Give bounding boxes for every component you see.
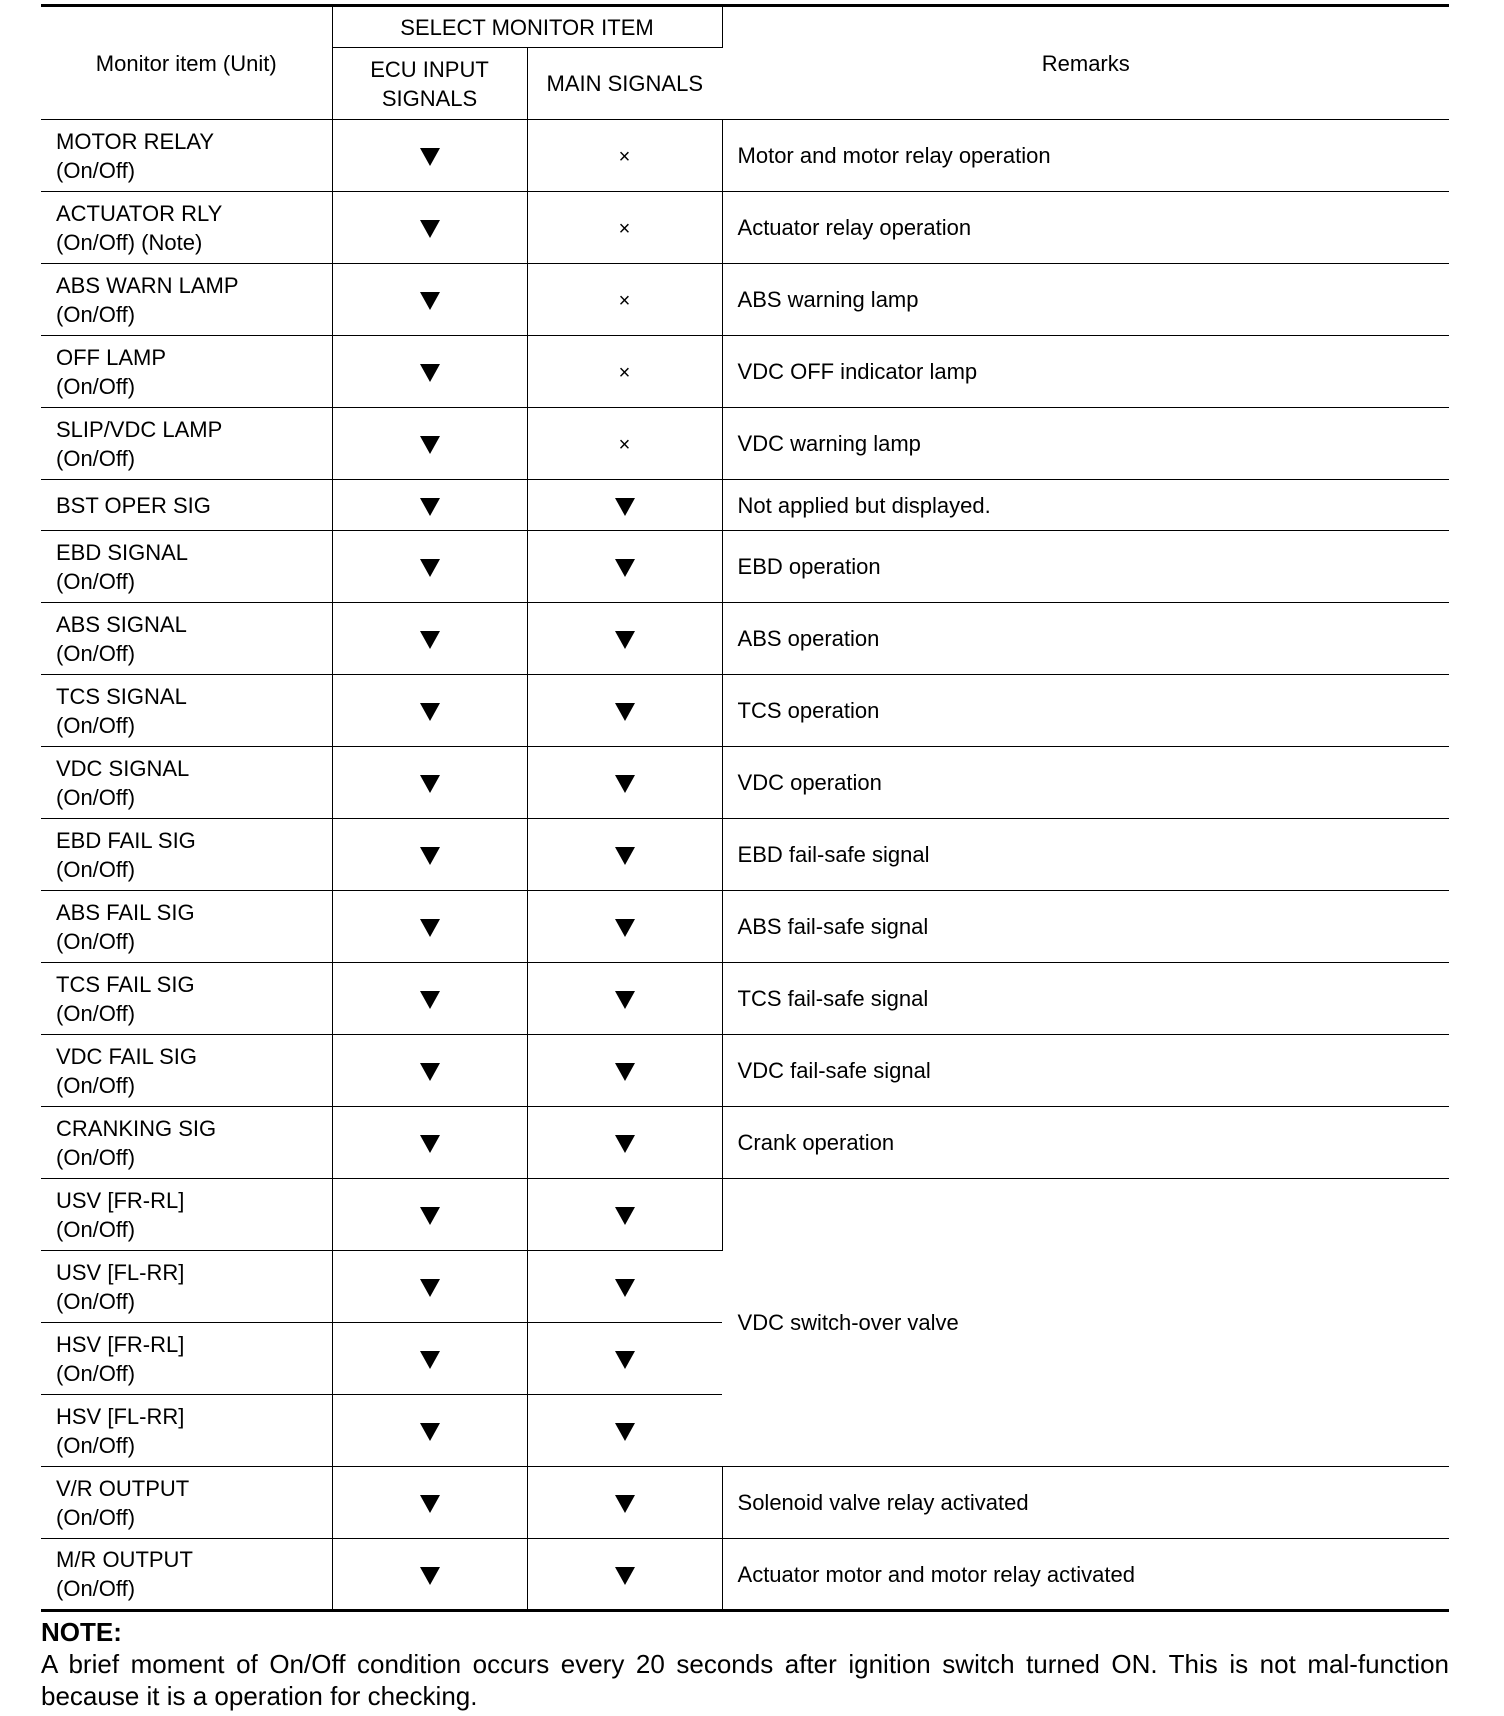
table-row [41, 963, 1449, 1035]
remarks-cell: VDC warning lamp [722, 408, 1449, 480]
monitor-item-unit: (On/Off) [56, 445, 136, 471]
monitor-item-cell [41, 1107, 332, 1179]
ecu-input-signals-cell [332, 1467, 527, 1539]
table-row [41, 891, 1449, 963]
main-signals-cell [527, 336, 722, 408]
down-triangle-icon [420, 631, 440, 649]
remarks-cell: VDC switch-over valve [722, 1179, 1449, 1467]
monitor-item-name: USV [FR-RL] [56, 1187, 185, 1213]
down-triangle-icon [420, 292, 440, 310]
ecu-input-signals-cell [332, 1251, 527, 1323]
monitor-item-unit: (On/Off) [56, 1504, 136, 1530]
monitor-item-cell [41, 747, 332, 819]
down-triangle-icon [420, 991, 440, 1009]
monitor-item-name: USV [FL-RR] [56, 1259, 185, 1285]
main-signals-cell [527, 1323, 722, 1395]
ecu-input-signals-cell [332, 1035, 527, 1107]
main-signals-cell [527, 1107, 722, 1179]
monitor-item-name: M/R OUTPUT [56, 1547, 193, 1572]
remarks-cell: EBD operation [722, 531, 1449, 603]
down-triangle-icon [420, 1351, 440, 1369]
table-row [41, 480, 1449, 531]
document [41, 4, 1449, 1712]
monitor-item-unit: (On/Off) [56, 712, 136, 738]
monitor-item-cell [41, 603, 332, 675]
down-triangle-icon [420, 919, 440, 937]
down-triangle-icon [420, 775, 440, 793]
ecu-input-signals-cell [332, 120, 527, 192]
main-signals-cell [527, 1539, 722, 1611]
down-triangle-icon [615, 1495, 635, 1513]
down-triangle-icon [420, 436, 440, 454]
down-triangle-icon [615, 703, 635, 721]
monitor-item-name: ACTUATOR RLY [56, 200, 223, 226]
monitor-item-cell [41, 336, 332, 408]
down-triangle-icon [420, 498, 440, 516]
down-triangle-icon [615, 498, 635, 516]
down-triangle-icon [615, 631, 635, 649]
monitor-item-name: HSV [FR-RL] [56, 1331, 185, 1357]
monitor-item-cell [41, 480, 332, 531]
table-row [41, 120, 1449, 192]
down-triangle-icon [420, 703, 440, 721]
monitor-item-unit: (On/Off) [56, 157, 136, 183]
table-row [41, 531, 1449, 603]
cross-mark: × [618, 146, 631, 169]
remarks-cell: Solenoid valve relay activated [722, 1467, 1449, 1539]
down-triangle-icon [420, 364, 440, 382]
ecu-input-signals-cell [332, 603, 527, 675]
ecu-input-signals-cell [332, 819, 527, 891]
monitor-item-unit: (On/Off) [56, 1072, 136, 1098]
monitor-item-name: TCS SIGNAL [56, 683, 187, 709]
down-triangle-icon [615, 1423, 635, 1441]
main-signals-cell [527, 1035, 722, 1107]
down-triangle-icon [420, 1207, 440, 1225]
header-ecu-input-line2: SIGNALS [381, 85, 478, 111]
monitor-item-unit: (On/Off) [56, 1144, 136, 1170]
monitor-item-cell [41, 1323, 332, 1395]
remarks-cell: Actuator motor and motor relay activated [722, 1539, 1449, 1611]
monitor-item-name: SLIP/VDC LAMP [56, 416, 223, 442]
remarks-cell: VDC OFF indicator lamp [722, 336, 1449, 408]
ecu-input-signals-cell [332, 1179, 527, 1251]
ecu-input-signals-cell [332, 336, 527, 408]
table-row [41, 1467, 1449, 1539]
table-body [41, 120, 1449, 1611]
monitor-item-unit: (On/Off) [56, 1432, 136, 1458]
remarks-cell: ABS fail-safe signal [722, 891, 1449, 963]
note-section [41, 1616, 1449, 1712]
remarks-cell: Crank operation [722, 1107, 1449, 1179]
table-row [41, 408, 1449, 480]
monitor-item-cell [41, 891, 332, 963]
remarks-cell: VDC fail-safe signal [722, 1035, 1449, 1107]
table-row [41, 819, 1449, 891]
ecu-input-signals-cell [332, 531, 527, 603]
down-triangle-icon [615, 1567, 635, 1585]
cross-mark: × [618, 290, 631, 313]
down-triangle-icon [615, 1063, 635, 1081]
remarks-cell: ABS warning lamp [722, 264, 1449, 336]
ecu-input-signals-cell [332, 1395, 527, 1467]
down-triangle-icon [615, 775, 635, 793]
note-text: A brief moment of On/Off condition occurs every 20 seconds after ignition switch turned ON. This is not mal-function because it is a operation for checking. [41, 1649, 1449, 1711]
main-signals-cell [527, 531, 722, 603]
ecu-input-signals-cell [332, 1539, 527, 1611]
monitor-item-name: MOTOR RELAY [56, 128, 215, 154]
monitor-item-unit: (On/Off) [56, 373, 136, 399]
monitor-item-unit: (On/Off) [56, 1000, 136, 1026]
monitor-item-cell [41, 264, 332, 336]
table-header-row [41, 6, 1449, 48]
ecu-input-signals-cell [332, 408, 527, 480]
down-triangle-icon [420, 559, 440, 577]
monitor-item-table [41, 4, 1449, 1612]
table-row [41, 192, 1449, 264]
down-triangle-icon [615, 991, 635, 1009]
table-row [41, 264, 1449, 336]
down-triangle-icon [615, 919, 635, 937]
table-row [41, 603, 1449, 675]
main-signals-cell [527, 120, 722, 192]
remarks-cell: Actuator relay operation [722, 192, 1449, 264]
main-signals-cell [527, 1179, 722, 1251]
monitor-item-unit: (On/Off) [56, 784, 136, 810]
down-triangle-icon [615, 1135, 635, 1153]
ecu-input-signals-cell [332, 264, 527, 336]
monitor-item-unit: (On/Off) [56, 640, 136, 666]
main-signals-cell [527, 264, 722, 336]
monitor-item-unit: (On/Off) [56, 301, 136, 327]
remarks-cell: EBD fail-safe signal [722, 819, 1449, 891]
monitor-item-name: VDC SIGNAL [56, 755, 190, 781]
monitor-item-unit: (On/Off) [56, 1360, 136, 1386]
down-triangle-icon [615, 1207, 635, 1225]
monitor-item-name: CRANKING SIG [56, 1115, 217, 1141]
monitor-item-cell [41, 531, 332, 603]
monitor-item-name: BST OPER SIG [56, 492, 211, 518]
down-triangle-icon [420, 1135, 440, 1153]
header-main-signals: MAIN SIGNALS [527, 48, 722, 120]
ecu-input-signals-cell [332, 1107, 527, 1179]
ecu-input-signals-cell [332, 963, 527, 1035]
monitor-item-unit: (On/Off) [56, 1288, 136, 1314]
down-triangle-icon [615, 559, 635, 577]
monitor-item-unit: (On/Off) (Note) [56, 229, 203, 255]
table-row [41, 1035, 1449, 1107]
monitor-item-unit: (On/Off) [56, 928, 136, 954]
remarks-cell: Motor and motor relay operation [722, 120, 1449, 192]
cross-mark: × [618, 218, 631, 241]
table-row [41, 1107, 1449, 1179]
monitor-item-cell [41, 1467, 332, 1539]
main-signals-cell [527, 675, 722, 747]
monitor-item-name: EBD SIGNAL [56, 539, 189, 565]
main-signals-cell [527, 891, 722, 963]
ecu-input-signals-cell [332, 480, 527, 531]
ecu-input-signals-cell [332, 192, 527, 264]
monitor-item-unit: (On/Off) [56, 1216, 136, 1242]
remarks-cell: VDC operation [722, 747, 1449, 819]
down-triangle-icon [420, 148, 440, 166]
table-row [41, 1179, 1449, 1251]
cross-mark: × [618, 362, 631, 385]
monitor-item-unit: (On/Off) [56, 568, 136, 594]
remarks-cell: Not applied but displayed. [722, 480, 1449, 531]
main-signals-cell [527, 963, 722, 1035]
main-signals-cell [527, 408, 722, 480]
main-signals-cell [527, 819, 722, 891]
down-triangle-icon [420, 1423, 440, 1441]
monitor-item-cell [41, 120, 332, 192]
monitor-item-name: ABS WARN LAMP [56, 272, 239, 298]
remarks-cell: ABS operation [722, 603, 1449, 675]
down-triangle-icon [420, 1279, 440, 1297]
monitor-item-cell [41, 408, 332, 480]
monitor-item-cell [41, 819, 332, 891]
cross-mark: × [618, 434, 631, 457]
remarks-cell: TCS fail-safe signal [722, 963, 1449, 1035]
remarks-cell: TCS operation [722, 675, 1449, 747]
monitor-item-cell [41, 1251, 332, 1323]
monitor-item-cell [41, 1035, 332, 1107]
monitor-item-cell [41, 1395, 332, 1467]
main-signals-cell [527, 1395, 722, 1467]
monitor-item-name: ABS FAIL SIG [56, 899, 195, 925]
table-row [41, 336, 1449, 408]
monitor-item-name: VDC FAIL SIG [56, 1043, 198, 1069]
main-signals-cell [527, 1467, 722, 1539]
down-triangle-icon [420, 220, 440, 238]
table-row [41, 1539, 1449, 1611]
main-signals-cell [527, 1251, 722, 1323]
main-signals-cell [527, 480, 722, 531]
monitor-item-cell [41, 675, 332, 747]
down-triangle-icon [420, 1495, 440, 1513]
monitor-item-name: V/R OUTPUT [56, 1475, 190, 1501]
monitor-item-unit: (On/Off) [56, 1576, 136, 1601]
down-triangle-icon [615, 847, 635, 865]
monitor-item-name: EBD FAIL SIG [56, 827, 196, 853]
header-ecu-input-signals [332, 48, 527, 120]
monitor-item-name: TCS FAIL SIG [56, 971, 195, 997]
main-signals-cell [527, 747, 722, 819]
down-triangle-icon [615, 1351, 635, 1369]
header-remarks: Remarks [722, 6, 1449, 120]
header-ecu-input-line1: ECU INPUT [370, 56, 489, 82]
header-monitor-item: Monitor item (Unit) [41, 6, 332, 120]
ecu-input-signals-cell [332, 891, 527, 963]
main-signals-cell [527, 603, 722, 675]
down-triangle-icon [420, 1063, 440, 1081]
monitor-item-cell [41, 1179, 332, 1251]
table-row [41, 675, 1449, 747]
monitor-item-name: HSV [FL-RR] [56, 1403, 185, 1429]
ecu-input-signals-cell [332, 1323, 527, 1395]
table-row [41, 747, 1449, 819]
down-triangle-icon [615, 1279, 635, 1297]
note-title: NOTE: [41, 1617, 122, 1647]
ecu-input-signals-cell [332, 675, 527, 747]
main-signals-cell [527, 192, 722, 264]
down-triangle-icon [420, 847, 440, 865]
monitor-item-name: OFF LAMP [56, 344, 167, 370]
monitor-item-cell [41, 963, 332, 1035]
monitor-item-cell [41, 1539, 332, 1611]
header-select-monitor-item: SELECT MONITOR ITEM [332, 6, 722, 48]
ecu-input-signals-cell [332, 747, 527, 819]
monitor-item-name: ABS SIGNAL [56, 611, 187, 637]
down-triangle-icon [420, 1567, 440, 1585]
monitor-item-cell [41, 192, 332, 264]
monitor-item-unit: (On/Off) [56, 856, 136, 882]
